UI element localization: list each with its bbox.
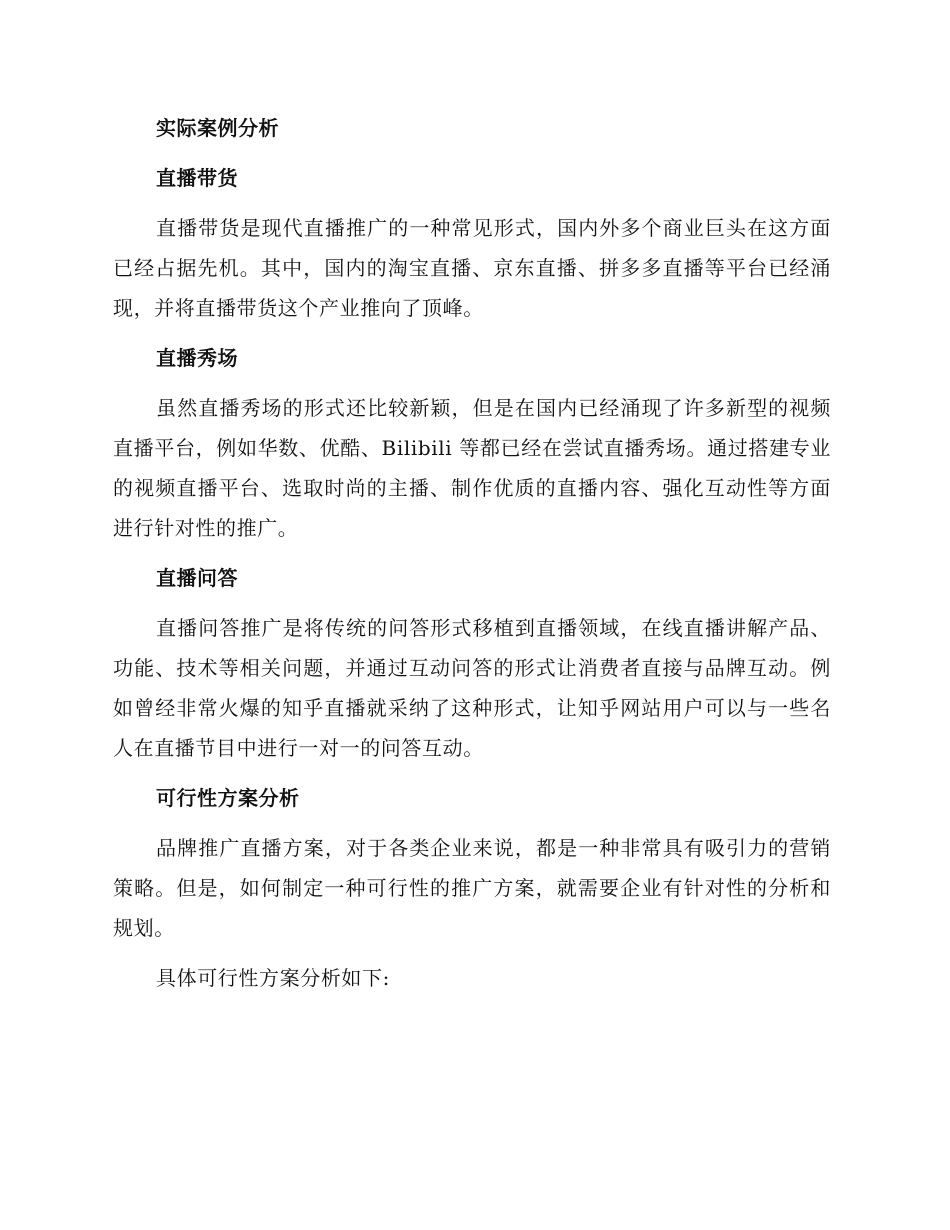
section-heading-live-commerce: 直播带货 <box>156 166 238 190</box>
paragraph-feasibility: 品牌推广直播方案，对于各类企业来说，都是一种非常具有吸引力的营销策略。但是，如何制定一种可行性的推广方案，就需要企业有针对性的分析和规划。 <box>113 836 831 940</box>
document-body <box>113 108 831 1008</box>
paragraph-live-qa: 直播问答推广是将传统的问答形式移植到直播领域，在线直播讲解产品、功能、技术等相关问题，并通过互动问答的形式让消费者直接与品牌互动。例如曾经非常火爆的知乎直播就采纳了这种形式，让知乎网站用户可以与一些名人在直播节目中进行一对一的问答互动。 <box>113 616 831 760</box>
section-heading-live-show: 直播秀场 <box>156 346 238 370</box>
paragraph-feasibility-intro: 具体可行性方案分析如下: <box>156 966 390 990</box>
section-heading-case-analysis: 实际案例分析 <box>156 116 279 140</box>
paragraph-live-show: 虽然直播秀场的形式还比较新颖，但是在国内已经涌现了许多新型的视频直播平台，例如华数、优酷、Bilibili 等都已经在尝试直播秀场。通过搭建专业的视频直播平台、选取时尚的主播、制作优质的直播内容、强化互动性等方面进行针对性的推广。 <box>113 396 831 540</box>
paragraph-live-commerce: 直播带货是现代直播推广的一种常见形式，国内外多个商业巨头在这方面已经占据先机。其中，国内的淘宝直播、京东直播、拼多多直播等平台已经涌现，并将直播带货这个产业推向了顶峰。 <box>113 216 831 320</box>
section-heading-live-qa: 直播问答 <box>156 566 238 590</box>
section-heading-feasibility: 可行性方案分析 <box>156 786 300 810</box>
